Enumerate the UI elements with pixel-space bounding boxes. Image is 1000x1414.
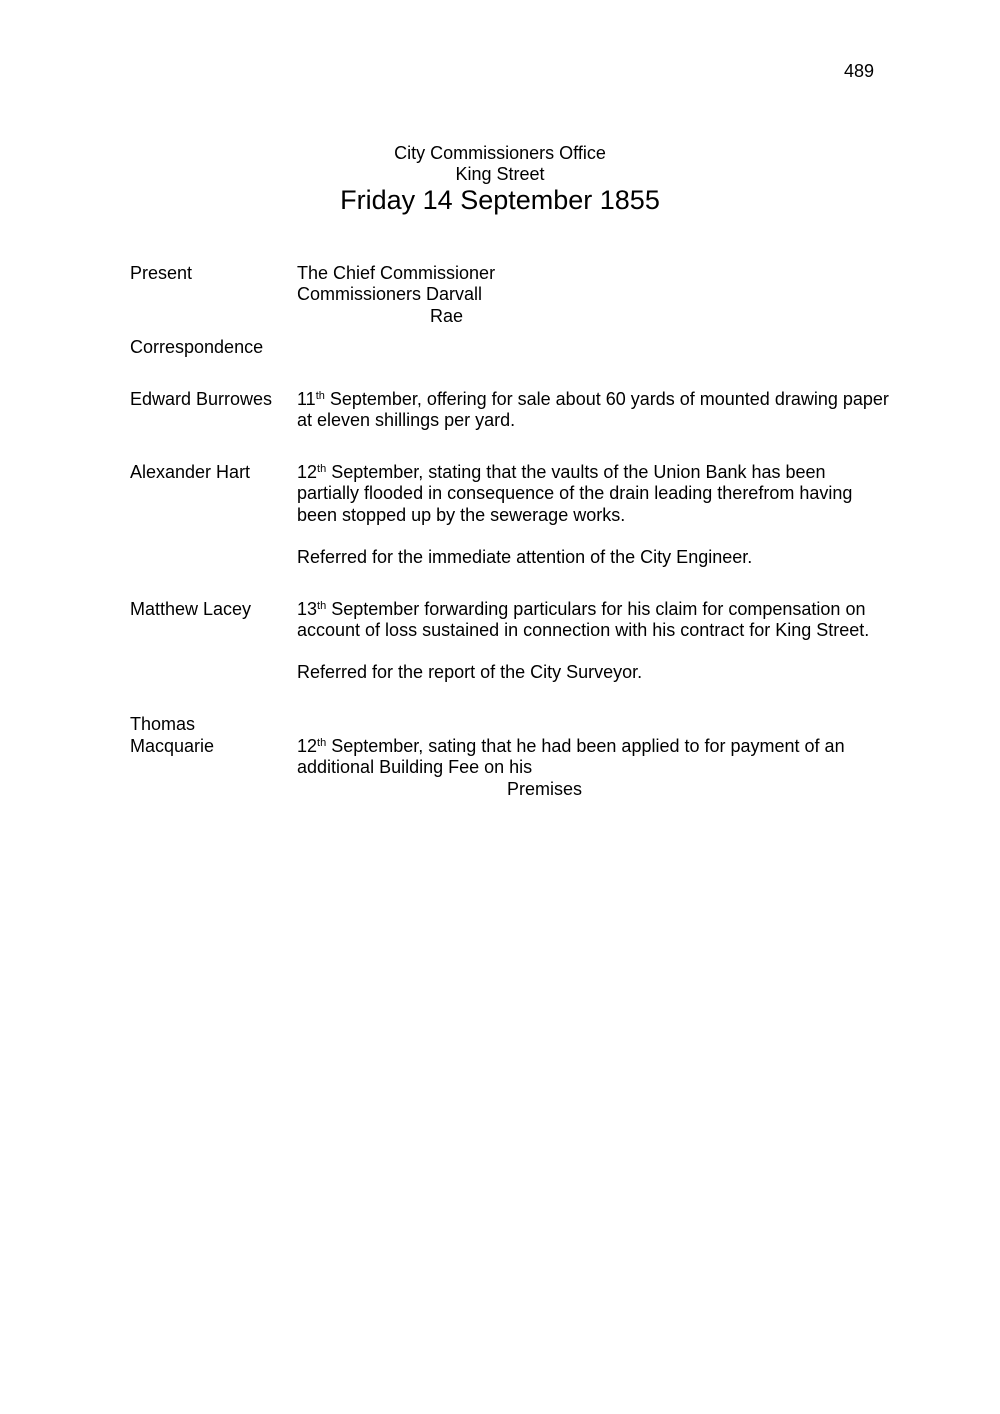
letter-line: Premises bbox=[507, 779, 583, 799]
correspondent-name: Edward Burrowes bbox=[130, 389, 273, 409]
correspondent-name: Macquarie bbox=[130, 736, 215, 756]
letter-day: 13 bbox=[297, 599, 318, 619]
letter-line: September, stating that the vaults of the Union Bank has been bbox=[326, 462, 826, 482]
present-label: Present bbox=[130, 263, 193, 283]
correspondent-name: Alexander Hart bbox=[130, 462, 251, 482]
letter-line: September, offering for sale about 60 yards of mounted drawing paper bbox=[324, 389, 889, 409]
letter-line: additional Building Fee on his bbox=[297, 757, 533, 777]
office-heading: City Commissioners Office bbox=[394, 143, 606, 163]
present-line: Rae bbox=[430, 306, 464, 326]
letter-day: 12 bbox=[297, 462, 318, 482]
letter-line: partially flooded in consequence of the drain leading therefrom having bbox=[297, 483, 853, 503]
correspondent-name: Matthew Lacey bbox=[130, 599, 252, 619]
letter-line: at eleven shillings per yard. bbox=[297, 410, 516, 430]
letter-text bbox=[297, 462, 826, 484]
correspondent-name: Thomas bbox=[130, 714, 196, 734]
letter-line: September, sating that he had been applied to for payment of an bbox=[326, 736, 845, 756]
letter-line: September forwarding particulars for his claim for compensation on bbox=[326, 599, 866, 619]
letter-day: 12 bbox=[297, 736, 318, 756]
present-line: Commissioners Darvall bbox=[297, 284, 483, 304]
letter-text bbox=[297, 599, 865, 621]
street-heading: King Street bbox=[455, 164, 545, 184]
present-line: The Chief Commissioner bbox=[297, 263, 496, 283]
page-number: 489 bbox=[844, 61, 875, 81]
meeting-date: Friday 14 September 1855 bbox=[340, 185, 660, 215]
letter-line: account of loss sustained in connection with his contract for King Street. bbox=[297, 620, 870, 640]
letter-day: 11 bbox=[297, 389, 316, 409]
day-suffix: th bbox=[315, 390, 325, 402]
day-suffix: th bbox=[317, 737, 327, 749]
correspondence-label: Correspondence bbox=[130, 337, 264, 357]
letter-text bbox=[297, 389, 889, 411]
day-suffix: th bbox=[317, 463, 327, 475]
day-suffix: th bbox=[317, 600, 327, 612]
letter-text bbox=[297, 736, 845, 758]
referral-note: Referred for the report of the City Surveyor. bbox=[297, 662, 643, 682]
referral-note: Referred for the immediate attention of the City Engineer. bbox=[297, 547, 753, 567]
letter-line: been stopped up by the sewerage works. bbox=[297, 505, 626, 525]
